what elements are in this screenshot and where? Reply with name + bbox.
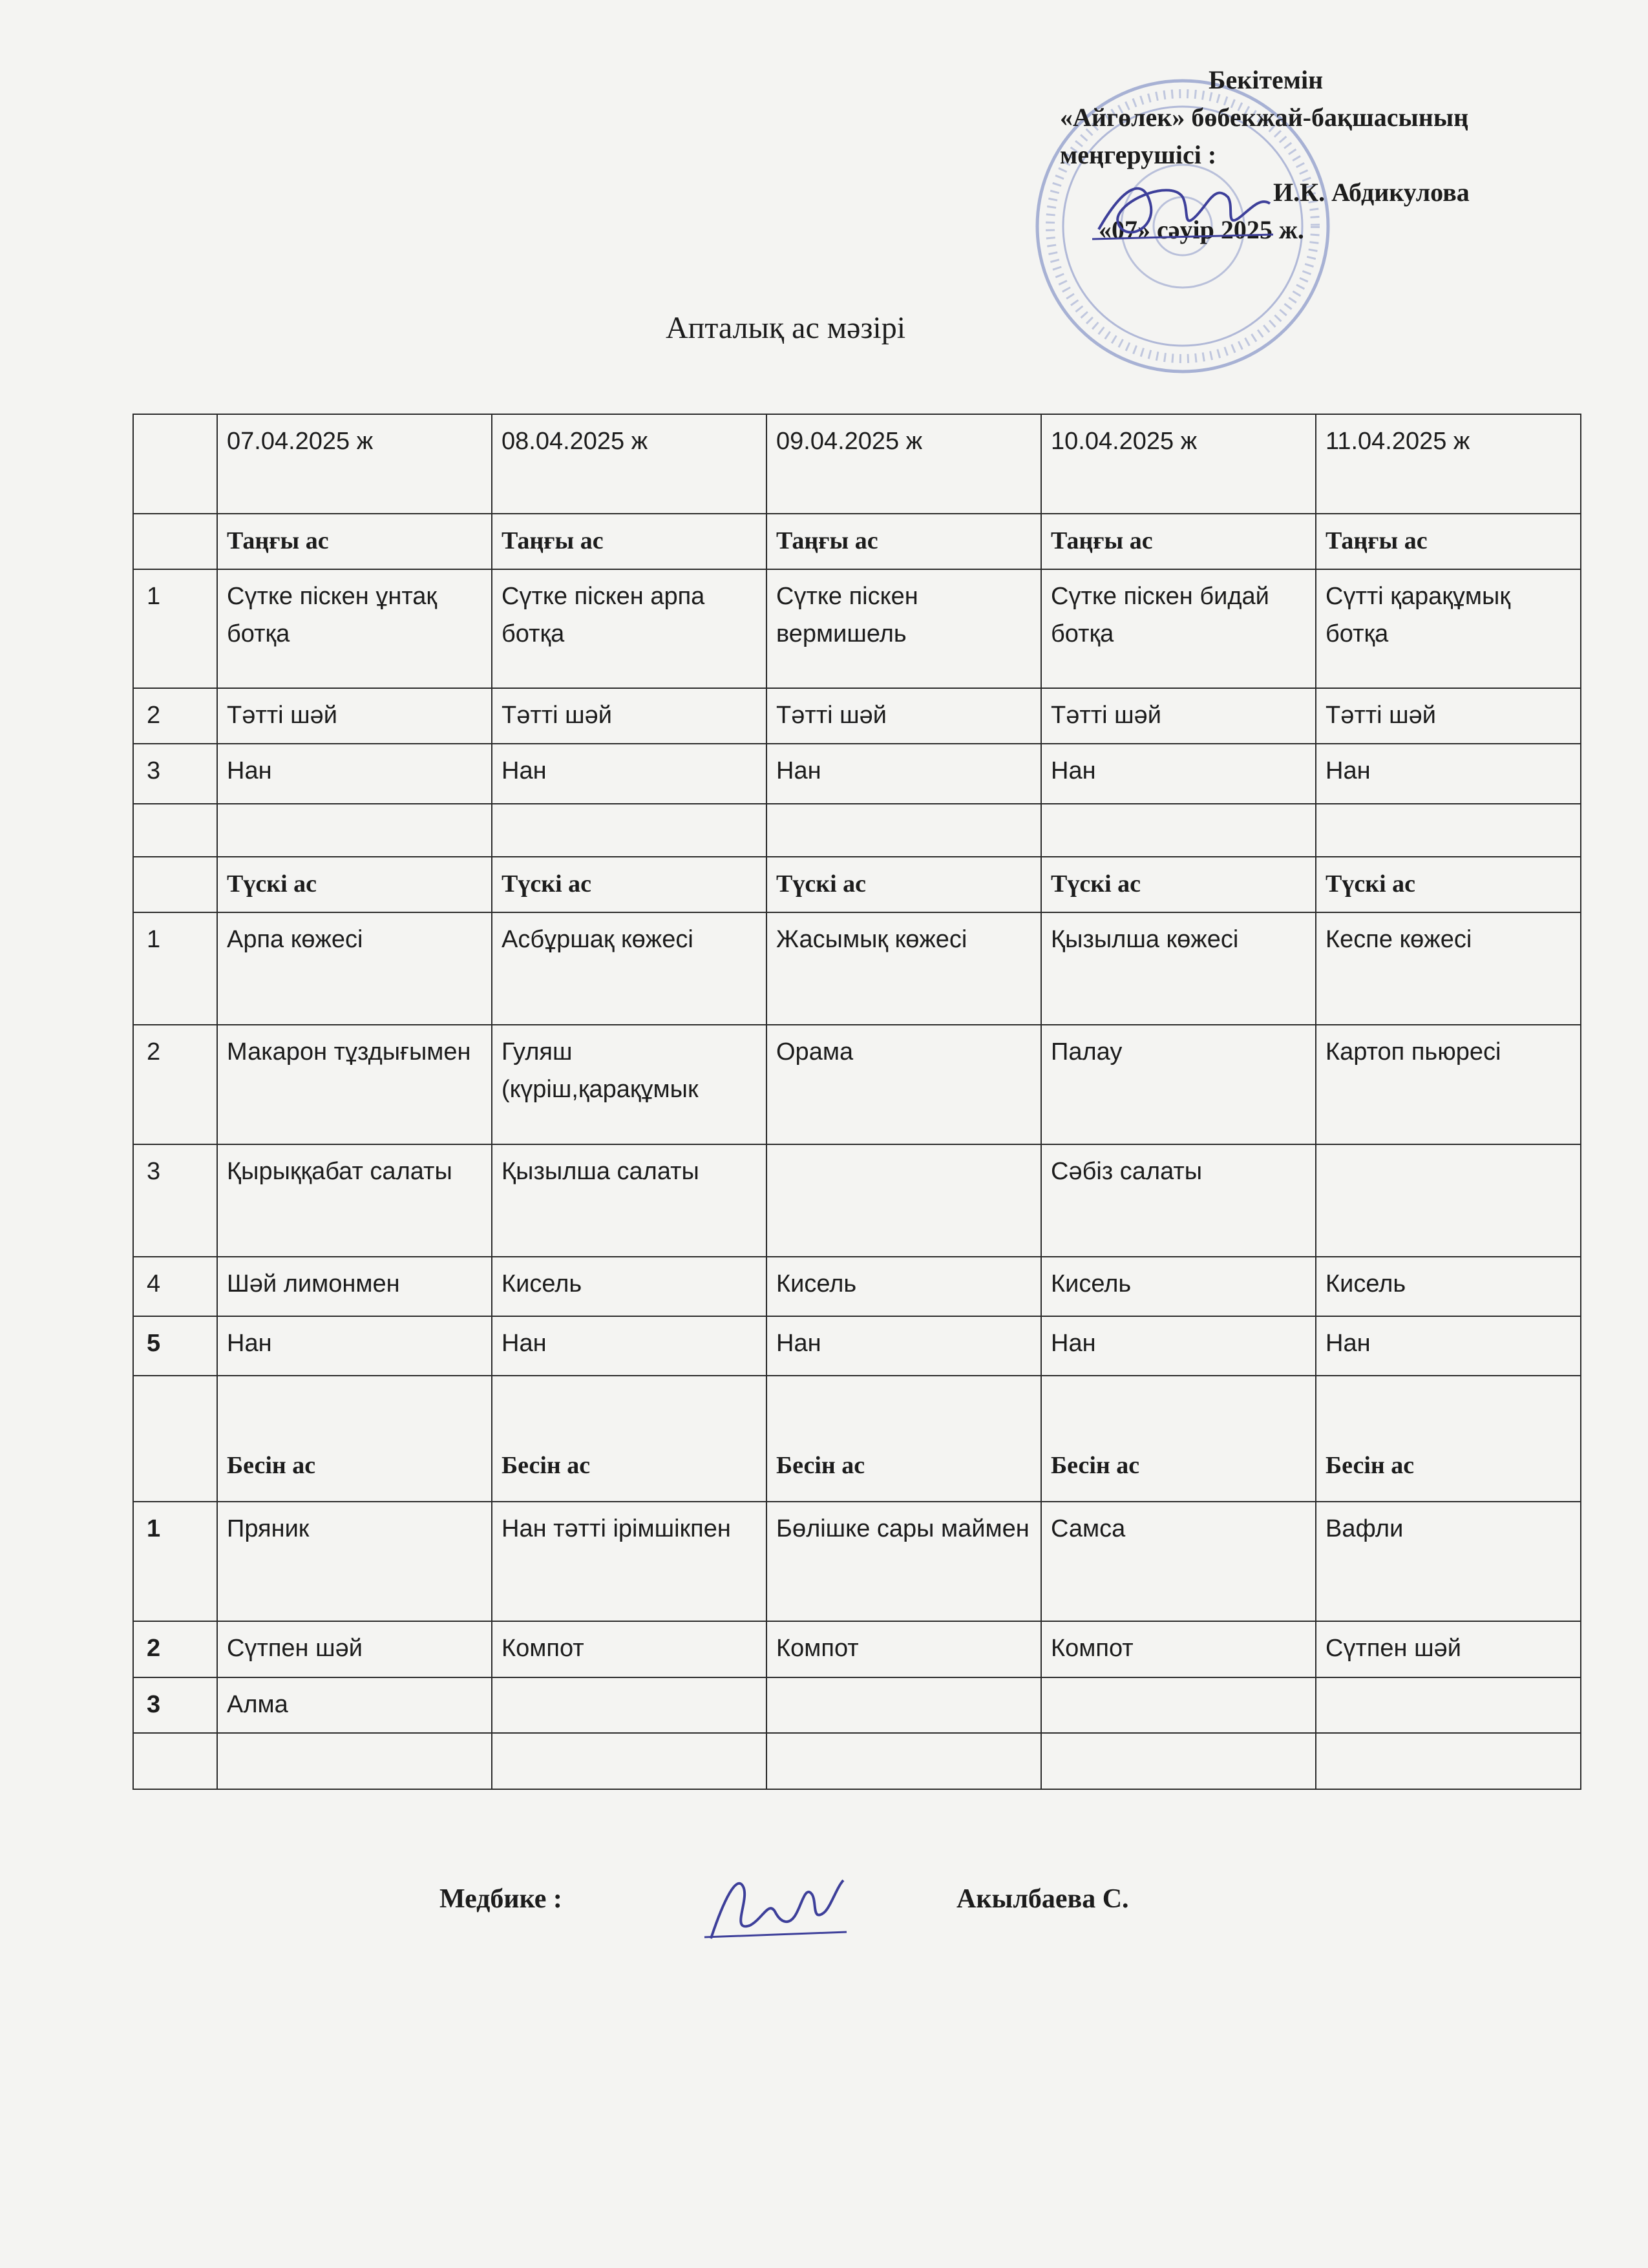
meal-label: Түскі ас [217,857,492,912]
approval-position: меңгерушісі : [1060,140,1217,169]
menu-cell: Сүтке піскен ұнтақ ботқа [217,569,492,689]
nurse-signature [698,1861,853,1951]
nurse-label: Медбике : [439,1884,562,1914]
snack-header-row [133,1376,1581,1502]
menu-cell: Палау [1041,1025,1316,1144]
menu-cell: Кеспе көжесі [1316,912,1581,1025]
menu-cell: Алма [217,1677,492,1733]
table-row [133,912,1581,1025]
menu-cell: Самса [1041,1502,1316,1621]
menu-cell: Нан [217,1316,492,1376]
approval-name: И.К. Абдикулова [1273,178,1470,207]
menu-cell: Гуляш (күріш,қарақұмык [492,1025,766,1144]
row-number: 1 [133,1502,217,1621]
menu-cell [1316,1144,1581,1257]
menu-cell: Тәтті шәй [1041,688,1316,744]
menu-cell: Нан [1316,744,1581,803]
meal-label: Бесін ас [766,1376,1041,1502]
menu-cell: Компот [492,1621,766,1677]
menu-cell: Нан [1041,1316,1316,1376]
meal-label: Бесін ас [492,1376,766,1502]
menu-cell: Кисель [1316,1257,1581,1316]
date-header-row [133,414,1581,514]
lunch-header-row [133,857,1581,912]
menu-cell: Нан [766,744,1041,803]
menu-cell: Сүтті қарақұмық ботқа [1316,569,1581,689]
row-number: 3 [133,1144,217,1257]
menu-cell: Тәтті шәй [492,688,766,744]
table-row [133,1621,1581,1677]
approval-org: «Айгөлек» бөбекжай-бақшасының [1060,103,1469,132]
menu-cell: Кисель [766,1257,1041,1316]
menu-cell: Картоп пьюресі [1316,1025,1581,1144]
menu-cell: Асбұршақ көжесі [492,912,766,1025]
meal-label: Таңғы ас [492,514,766,569]
menu-cell: Қырыққабат салаты [217,1144,492,1257]
date-cell: 08.04.2025 ж [492,414,766,514]
row-number: 2 [133,688,217,744]
menu-cell: Орама [766,1025,1041,1144]
menu-cell: Кисель [1041,1257,1316,1316]
menu-cell: Нан [217,744,492,803]
menu-cell: Жасымық көжесі [766,912,1041,1025]
meal-label: Түскі ас [492,857,766,912]
menu-cell: Нан [1316,1316,1581,1376]
menu-cell: Сүтке піскен арпа ботқа [492,569,766,689]
date-cell: 10.04.2025 ж [1041,414,1316,514]
director-signature [1086,158,1280,268]
meal-label: Таңғы ас [766,514,1041,569]
menu-cell [1041,1677,1316,1733]
approval-heading: Бекітемін [1209,65,1324,94]
menu-cell: Сүтпен шәй [1316,1621,1581,1677]
menu-cell: Арпа көжесі [217,912,492,1025]
date-cell: 11.04.2025 ж [1316,414,1581,514]
table-row [133,1316,1581,1376]
corner-cell [133,414,217,514]
meal-label: Таңғы ас [217,514,492,569]
menu-cell: Компот [1041,1621,1316,1677]
menu-cell: Вафли [1316,1502,1581,1621]
meal-label: Таңғы ас [1041,514,1316,569]
table-row [133,1025,1581,1144]
row-number: 2 [133,1025,217,1144]
menu-cell: Сәбіз салаты [1041,1144,1316,1257]
menu-cell: Тәтті шәй [766,688,1041,744]
menu-cell: Тәтті шәй [1316,688,1581,744]
menu-cell: Компот [766,1621,1041,1677]
menu-cell [492,1677,766,1733]
page-title: Апталық ас мәзірі [666,311,906,345]
menu-cell: Сүтпен шәй [217,1621,492,1677]
row-number: 5 [133,1316,217,1376]
menu-cell: Сүтке піскен вермишель [766,569,1041,689]
menu-cell: Қызылша салаты [492,1144,766,1257]
row-number: 1 [133,569,217,689]
table-row [133,1257,1581,1316]
row-number: 1 [133,912,217,1025]
row-number: 3 [133,744,217,803]
empty-row [133,804,1581,857]
meal-label: Бесін ас [1041,1376,1316,1502]
meal-label: Түскі ас [1316,857,1581,912]
empty-row [133,1733,1581,1789]
row-number: 3 [133,1677,217,1733]
meal-label: Бесін ас [1316,1376,1581,1502]
menu-cell: Нан [492,744,766,803]
menu-cell: Кисель [492,1257,766,1316]
row-number: 4 [133,1257,217,1316]
table-row [133,744,1581,803]
breakfast-header-row [133,514,1581,569]
table-row [133,1144,1581,1257]
row-number: 2 [133,1621,217,1677]
weekly-menu-table [132,414,1581,1790]
table-row [133,1677,1581,1733]
table-row [133,688,1581,744]
menu-cell [766,1144,1041,1257]
meal-label: Таңғы ас [1316,514,1581,569]
menu-cell: Тәтті шәй [217,688,492,744]
menu-cell: Қызылша көжесі [1041,912,1316,1025]
menu-cell: Нан [1041,744,1316,803]
menu-cell: Нан тәтті ірімшікпен [492,1502,766,1621]
menu-cell: Шәй лимонмен [217,1257,492,1316]
menu-cell: Нан [492,1316,766,1376]
menu-cell: Сүтке піскен бидай ботқа [1041,569,1316,689]
meal-label: Түскі ас [766,857,1041,912]
date-cell: 07.04.2025 ж [217,414,492,514]
menu-cell [1316,1677,1581,1733]
nurse-name: Акылбаева С. [956,1884,1129,1914]
menu-cell: Макарон тұздығымен [217,1025,492,1144]
meal-label: Бесін ас [217,1376,492,1502]
approval-date: «07» сәуір 2025 ж. [1099,215,1304,244]
menu-cell: Нан [766,1316,1041,1376]
menu-cell: Бөлішке сары маймен [766,1502,1041,1621]
date-cell: 09.04.2025 ж [766,414,1041,514]
table-row [133,569,1581,689]
menu-cell: Пряник [217,1502,492,1621]
menu-cell [766,1677,1041,1733]
meal-label: Түскі ас [1041,857,1316,912]
table-row [133,1502,1581,1621]
